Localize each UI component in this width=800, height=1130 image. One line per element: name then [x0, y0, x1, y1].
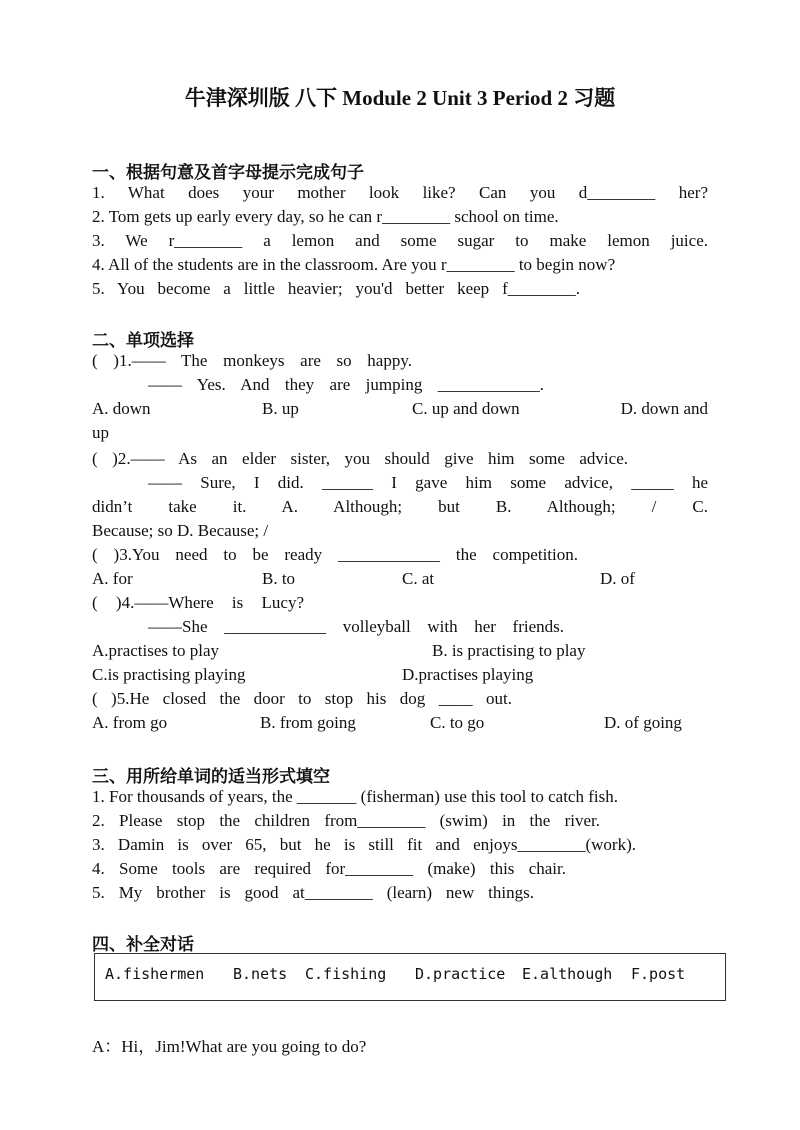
word-c: C.fishing [305, 965, 387, 983]
s1-item-1: 1. What does your mother look like? Can you d________ her? [92, 183, 708, 202]
s1-item-2: 2. Tom gets up early every day, so he can r________ school on time. [92, 207, 559, 226]
q1-option-b: B. up [262, 399, 299, 418]
dialogue-line-1: A：Hi，Jim!What are you going to do? [92, 1037, 367, 1056]
q1-option-c: C. up and down [412, 399, 520, 418]
word-b: B.nets [233, 965, 288, 983]
q3-stem: ( )3.You need to be ready ____________ the competition. [92, 545, 578, 564]
q3-option-a: A. for [92, 569, 133, 588]
s1-item-3: 3. We r________ a lemon and some sugar to make lemon juice. [92, 231, 708, 250]
word-f: F.post [631, 965, 686, 983]
q1-options [92, 398, 708, 420]
s3-item-2: 2. Please stop the children from________ (swim) in the river. [92, 811, 600, 830]
q4-option-b: B. is practising to play [432, 641, 586, 660]
q1-option-d: D. down and [620, 399, 708, 418]
s3-item-5: 5. My brother is good at________ (learn) new things. [92, 883, 534, 902]
q5-option-b: B. from going [260, 713, 356, 732]
section-2-heading: 二、单项选择 [92, 331, 194, 351]
q4-option-c: C.is practising playing [92, 665, 246, 684]
q4-option-a: A.practises to play [92, 641, 219, 660]
word-bank-box [94, 953, 726, 1001]
q4-options-row2 [92, 664, 708, 686]
q5-option-a: A. from go [92, 713, 168, 732]
q4-stem: ( )4.——Where is Lucy? [92, 593, 304, 612]
s3-item-4: 4. Some tools are required for________ (make) this chair. [92, 859, 566, 878]
q3-option-d: D. of [600, 569, 635, 588]
s3-item-1: 1. For thousands of years, the _______ (fisherman) use this tool to catch fish. [92, 787, 618, 806]
q5-options [92, 712, 708, 734]
q4-options-row1 [92, 640, 708, 662]
q2-stem: ( )2.—— As an elder sister, you should give him some advice. [92, 449, 628, 468]
word-a: A.fishermen [105, 965, 205, 983]
q4-line2: ——She ____________ volleyball with her friends. [148, 617, 564, 636]
q2-line2: —— Sure, I did. ______ I gave him some advice, _____ he [148, 473, 708, 492]
word-e: E.although [522, 965, 613, 983]
q2-line3: didn’t take it. A. Although; but B. Although; / C. [92, 497, 708, 516]
q2-line4: Because; so D. Because; / [92, 521, 269, 540]
q1-stem: ( )1.—— The monkeys are so happy. [92, 351, 412, 370]
q3-option-b: B. to [262, 569, 296, 588]
s1-item-5: 5. You become a little heavier; you'd better keep f________. [92, 279, 580, 298]
q1-line2: —— Yes. And they are jumping ____________. [148, 375, 544, 394]
q3-options [92, 568, 708, 590]
s3-item-3: 3. Damin is over 65, but he is still fit and enjoys________(work). [92, 835, 636, 854]
q1-option-d-wrap: up [92, 423, 109, 442]
section-1-heading: 一、根据句意及首字母提示完成句子 [92, 163, 364, 183]
s1-item-4: 4. All of the students are in the classroom. Are you r________ to begin now? [92, 255, 616, 274]
q1-option-a: A. down [92, 399, 151, 418]
section-4-heading: 四、补全对话 [92, 935, 194, 955]
q5-stem: ( )5.He closed the door to stop his dog ____ out. [92, 689, 512, 708]
q4-option-d: D.practises playing [402, 665, 534, 684]
word-d: D.practice [415, 965, 506, 983]
q5-option-c: C. to go [430, 713, 485, 732]
section-3-heading: 三、用所给单词的适当形式填空 [92, 767, 330, 787]
q5-option-d: D. of going [604, 713, 682, 732]
q3-option-c: C. at [402, 569, 435, 588]
page-title: 牛津深圳版 八下 Module 2 Unit 3 Period 2 习题 [184, 86, 616, 110]
